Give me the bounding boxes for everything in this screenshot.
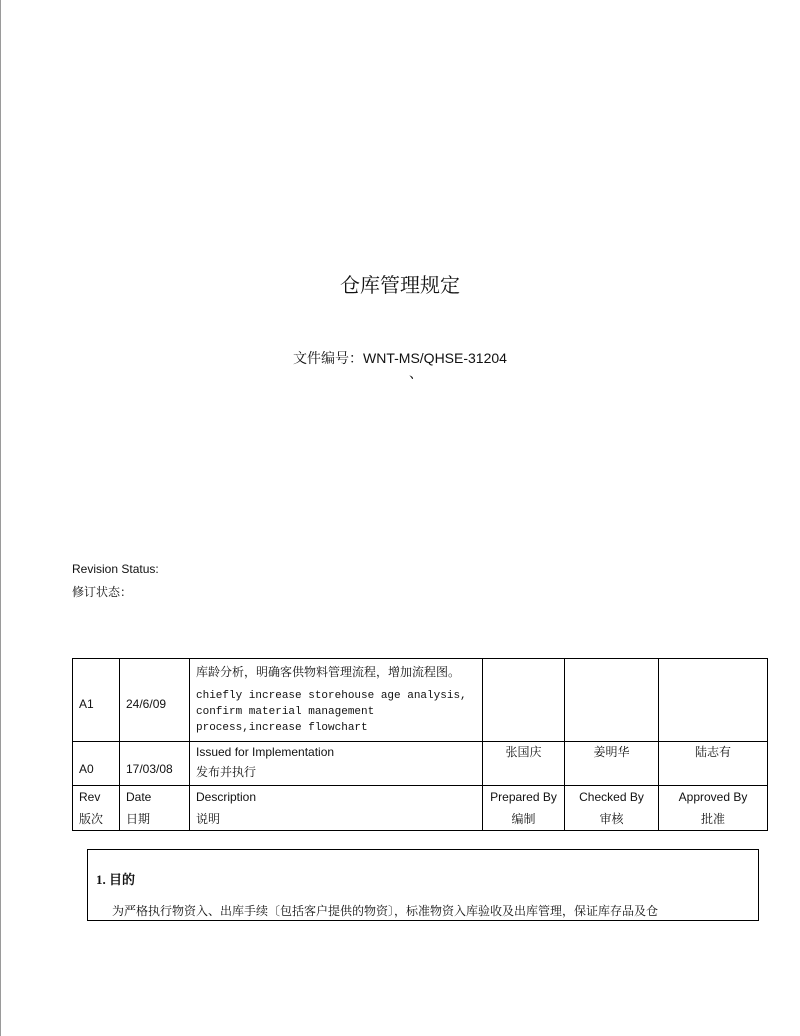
checked-cell xyxy=(565,742,659,786)
header-approved-en: Approved By xyxy=(678,790,748,804)
header-prepared xyxy=(483,786,565,831)
revision-status-label-en: Revision Status: xyxy=(72,562,159,576)
purpose-section xyxy=(87,849,759,921)
header-checked-zh: 审核 xyxy=(599,812,624,826)
document-title: 仓库管理规定 xyxy=(340,273,460,297)
date-cell xyxy=(120,742,190,786)
description-en: Issued for Implementation xyxy=(196,745,335,759)
checked-cell xyxy=(565,659,659,742)
rev-value: A0 xyxy=(79,762,94,776)
page-left-border xyxy=(0,0,1,1036)
header-approved-zh: 批准 xyxy=(700,812,725,826)
revision-status-label-zh: 修订状态： xyxy=(72,585,133,599)
description-zh: 库龄分析，明确客供物料管理流程，增加流程图。 xyxy=(196,665,461,679)
header-description-zh: 说明 xyxy=(196,812,221,826)
header-prepared-zh: 编制 xyxy=(511,812,536,826)
header-description xyxy=(190,786,483,831)
date-value: 24/6/09 xyxy=(126,697,167,711)
description-cell xyxy=(190,659,483,742)
document-number: 文件编号：WNT-MS/QHSE-31204 xyxy=(293,350,507,366)
description-en-line-2: confirm material management xyxy=(196,706,375,718)
header-prepared-en: Prepared By xyxy=(490,790,557,804)
table-row xyxy=(73,742,768,786)
date-value: 17/03/08 xyxy=(126,762,173,776)
date-cell xyxy=(120,659,190,742)
prepared-cell xyxy=(483,659,565,742)
rev-value: A1 xyxy=(79,697,94,711)
purpose-heading: 1. 目的 xyxy=(96,872,136,887)
rev-cell xyxy=(73,742,120,786)
rev-cell xyxy=(73,659,120,742)
prepared-cell xyxy=(483,742,565,786)
approved-cell xyxy=(659,659,768,742)
approved-value: 陆志有 xyxy=(694,745,731,759)
header-date xyxy=(120,786,190,831)
header-checked xyxy=(565,786,659,831)
header-approved xyxy=(659,786,768,831)
header-date-en: Date xyxy=(126,790,152,804)
table-header-row xyxy=(73,786,768,831)
checked-value: 姜明华 xyxy=(593,745,630,759)
header-description-en: Description xyxy=(196,790,257,804)
description-en-line-3: process,increase flowchart xyxy=(196,722,368,734)
tick-mark: 、 xyxy=(409,366,423,382)
description-en-line-1: chiefly increase storehouse age analysis, xyxy=(196,690,467,702)
approved-cell xyxy=(659,742,768,786)
header-rev xyxy=(73,786,120,831)
description-cell xyxy=(190,742,483,786)
header-date-zh: 日期 xyxy=(126,812,151,826)
purpose-text: 为严格执行物资入、出库手续〔包括客户提供的物资〕，标准物资入库验收及出库管理，保证库存品及仓 xyxy=(112,904,659,918)
header-rev-zh: 版次 xyxy=(79,812,104,826)
table-row xyxy=(73,659,768,742)
header-checked-en: Checked By xyxy=(579,790,644,804)
description-zh: 发布并执行 xyxy=(196,765,257,779)
prepared-value: 张国庆 xyxy=(505,745,542,759)
revision-table xyxy=(72,658,768,831)
header-rev-en: Rev xyxy=(79,790,101,804)
